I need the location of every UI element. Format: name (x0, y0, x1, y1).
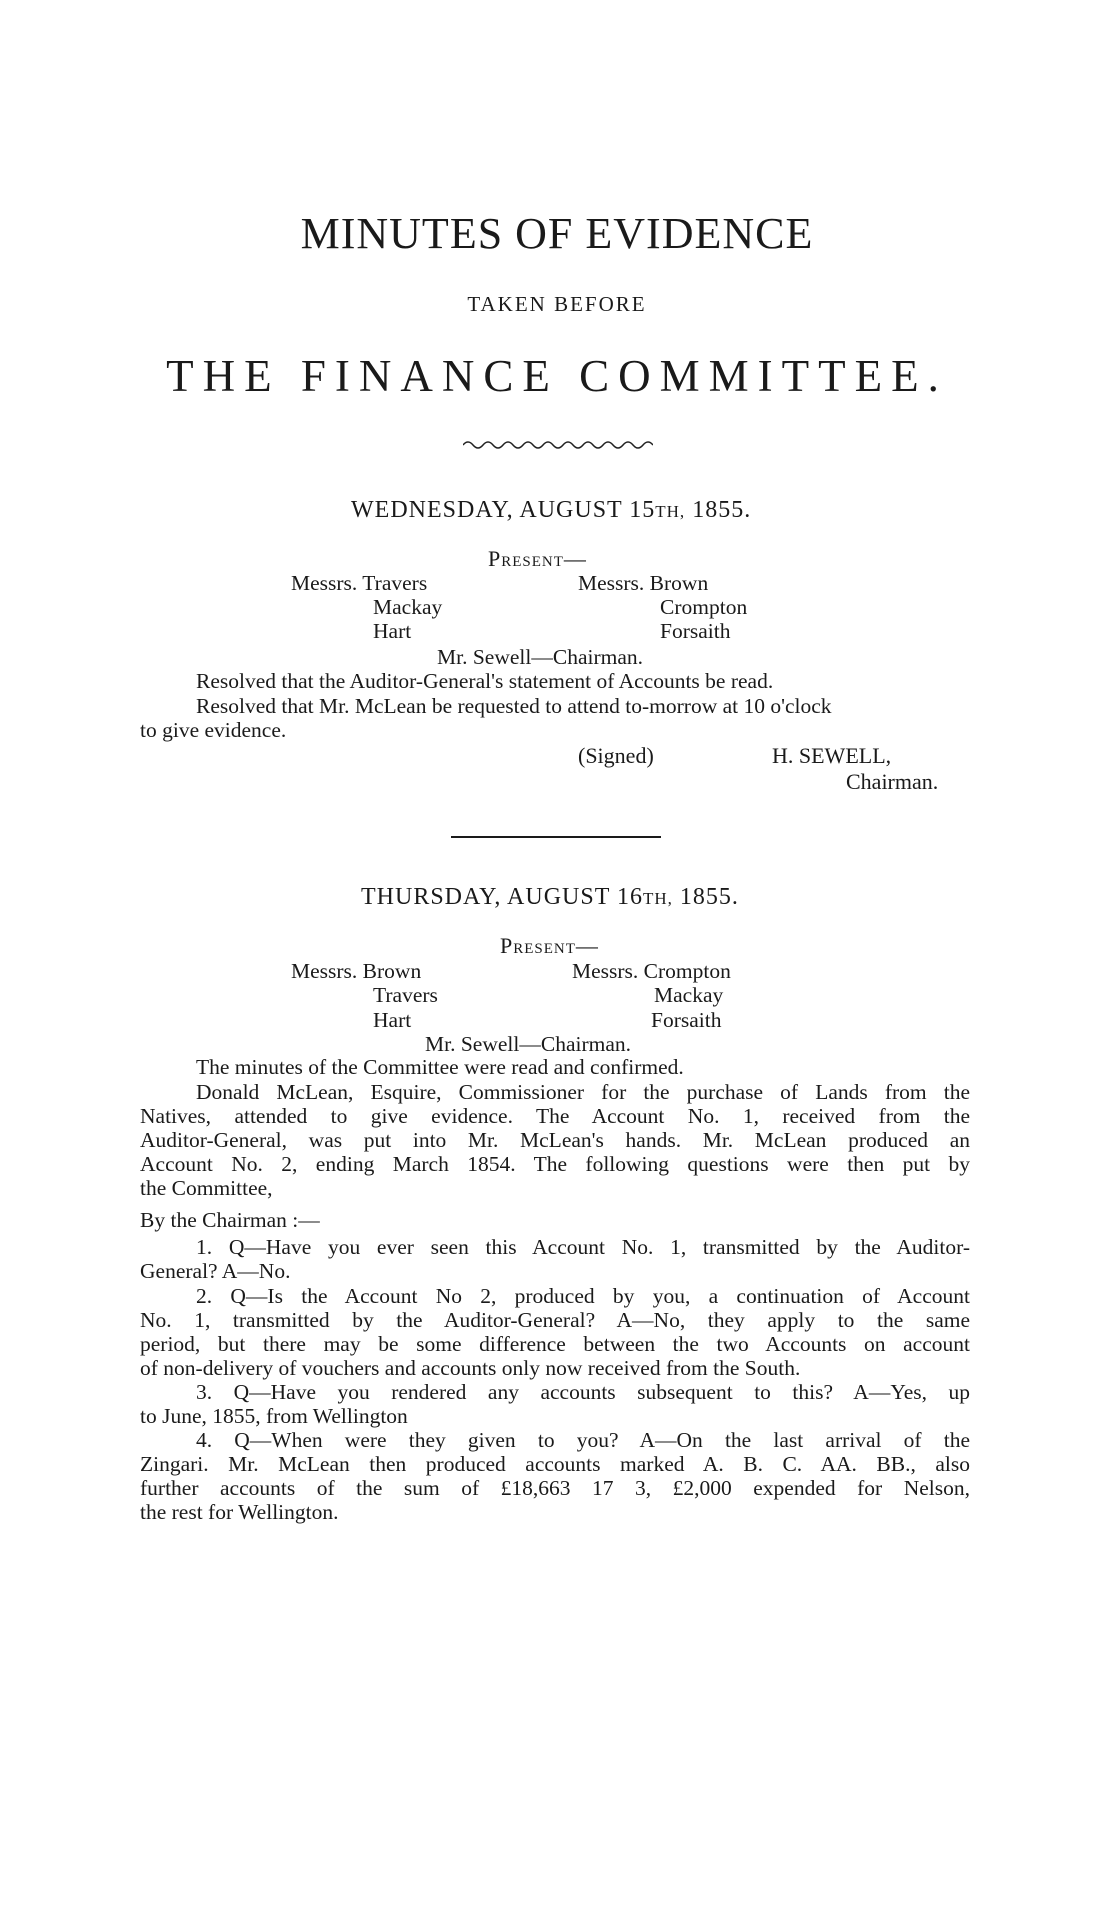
meeting2-chairman: Mr. Sewell—Chairman. (425, 1032, 632, 1056)
ornamental-divider (463, 438, 653, 452)
meeting2-date: THURSDAY, AUGUST 16TH, 1855. (361, 884, 739, 910)
meeting1-date: WEDNESDAY, AUGUST 15TH, 1855. (351, 497, 752, 523)
page-title: MINUTES OF EVIDENCE (300, 209, 814, 258)
meeting2-attendee-left-3: Hart (373, 1008, 412, 1032)
meeting1-attendee-left-3: Hart (373, 619, 412, 643)
question-2: 2. Q—Is the Account No 2, produced by you, a continuation of Account No. 1, transmitted by the Auditor-General? A—No, they apply to the same period, but there may be some difference between the two Accounts on account of non-delivery of vouchers and accounts only now received from the South. (140, 1284, 970, 1380)
question-1: 1. Q—Have you ever seen this Account No. 1, transmitted by the Auditor- General? A—No. (140, 1235, 970, 1283)
meeting1-present-label: Present— (488, 546, 587, 571)
meeting1-signed-label: (Signed) (578, 743, 654, 768)
meeting1-signed-title: Chairman. (846, 769, 939, 794)
meeting1-resolution-1: Resolved that the Auditor-General's statement of Accounts be read. (196, 669, 774, 693)
page-subtitle: TAKEN BEFORE (467, 292, 647, 316)
section-rule (451, 836, 661, 838)
meeting1-chairman: Mr. Sewell—Chairman. (437, 645, 644, 669)
question-3: 3. Q—Have you rendered any accounts subsequent to this? A—Yes, up to June, 1855, from Wellington (140, 1380, 970, 1428)
meeting1-attendee-left-1: Messrs. Travers (291, 571, 428, 595)
meeting2-attendee-right-1: Messrs. Crompton (572, 959, 731, 983)
meeting1-attendee-right-2: Crompton (660, 595, 748, 619)
meeting2-attendee-right-3: Forsaith (651, 1008, 722, 1032)
by-chairman-label: By the Chairman :— (140, 1208, 320, 1232)
meeting2-attendee-left-2: Travers (373, 983, 438, 1007)
committee-title: THE FINANCE COMMITTEE. (166, 351, 948, 401)
meeting2-minutes-confirmed: The minutes of the Committee were read and confirmed. (196, 1055, 684, 1079)
meeting2-attendee-right-2: Mackay (654, 983, 724, 1007)
meeting1-attendee-left-2: Mackay (373, 595, 443, 619)
meeting1-attendee-right-3: Forsaith (660, 619, 731, 643)
meeting2-intro-paragraph: Donald McLean, Esquire, Commissioner for the purchase of Lands from the Natives, attended to give evidence. The Account No. 1, received from the Auditor-General, was put into Mr. McLean's hands. Mr. McLean produced an Account No. 2, ending March 1854. The following questions were then put by the Committee, (140, 1080, 970, 1200)
meeting1-attendee-right-1: Messrs. Brown (578, 571, 709, 595)
question-4: 4. Q—When were they given to you? A—On the last arrival of the Zingari. Mr. McLean then produced accounts marked A. B. C. AA. BB., also further accounts of the sum of £18,663 17 3, £2,000 expended for Nelson, the rest for Wellington. (140, 1428, 970, 1524)
meeting1-resolution-2: Resolved that Mr. McLean be requested to attend to-morrow at 10 o'clock (196, 694, 832, 718)
meeting1-signed-name: H. SEWELL, (772, 743, 892, 768)
meeting2-attendee-left-1: Messrs. Brown (291, 959, 422, 983)
meeting1-resolution-2-cont: to give evidence. (140, 718, 287, 742)
meeting2-present-label: Present— (500, 933, 599, 958)
